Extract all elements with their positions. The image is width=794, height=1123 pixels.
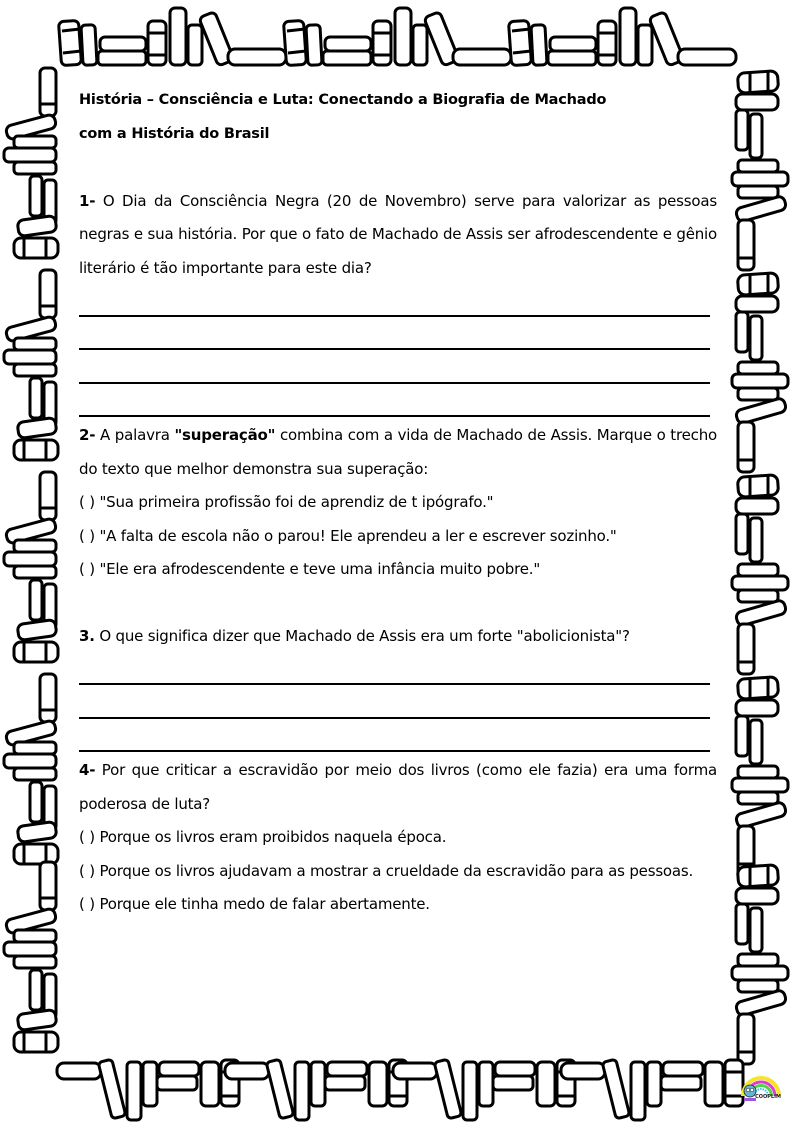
answer-line[interactable] xyxy=(79,687,717,721)
option-item[interactable]: ( ) Porque os livros ajudavam a mostrar a crueldade da escravidão para as pessoas. xyxy=(79,861,694,880)
worksheet-content xyxy=(79,84,717,922)
question-4 xyxy=(79,754,717,922)
option-item[interactable]: ( ) "Sua primeira profissão foi de aprendiz de t ipógrafo." xyxy=(79,493,494,511)
left-book-border xyxy=(4,68,58,1052)
right-book-border xyxy=(732,71,788,1064)
answer-line[interactable] xyxy=(79,319,717,353)
rainbow-owl-logo xyxy=(738,1062,784,1106)
option-item[interactable]: ( ) Porque ele tinha medo de falar abertamente. xyxy=(79,895,430,913)
keyword-superacao: "superação" xyxy=(174,426,276,444)
answer-line[interactable] xyxy=(79,721,717,755)
worksheet-title xyxy=(79,84,717,151)
title-line-1: História – Consciência e Luta: Conectando a Biografia de Machado xyxy=(79,92,607,108)
bottom-book-border xyxy=(57,1059,743,1120)
answer-line[interactable] xyxy=(79,352,717,386)
question-1 xyxy=(79,185,717,420)
top-book-border xyxy=(58,8,736,66)
answer-line[interactable] xyxy=(79,386,717,420)
logo-text: COOPLIM xyxy=(755,1094,781,1100)
question-text: O Dia da Consciência Negra (20 de Novembro) serve para valorizar as pessoas negras e sua história. Por que o fato de Machado de Assis ser afrodescendente e gênio literário é tão importante para este dia? xyxy=(79,191,717,277)
option-item[interactable]: ( ) "A falta de escola não o parou! Ele aprendeu a ler e escrever sozinho." xyxy=(79,526,617,545)
question-number: 2- xyxy=(79,426,96,444)
answer-line[interactable] xyxy=(79,654,717,688)
option-item[interactable]: ( ) "Ele era afrodescendente e teve uma infância muito pobre." xyxy=(79,560,541,578)
question-number: 4- xyxy=(79,761,96,779)
question-2 xyxy=(79,419,717,587)
question-number: 3. xyxy=(79,627,95,645)
option-item[interactable]: ( ) Porque os livros eram proibidos naquela época. xyxy=(79,828,447,846)
question-text-before: A palavra xyxy=(100,426,175,444)
title-line-2: com a História do Brasil xyxy=(79,125,270,142)
question-number: 1- xyxy=(79,191,96,210)
answer-line[interactable] xyxy=(79,285,717,319)
question-text: O que significa dizer que Machado de Assis era um forte "abolicionista"? xyxy=(99,627,630,645)
question-text-after: combina com a vida de Machado de Assis. Marque o trecho do texto que melhor demonstra sua superação: xyxy=(79,426,717,478)
question-text: Por que criticar a escravidão por meio dos livros (como ele fazia) era uma forma poderosa de luta? xyxy=(79,761,717,813)
question-3 xyxy=(79,620,717,754)
